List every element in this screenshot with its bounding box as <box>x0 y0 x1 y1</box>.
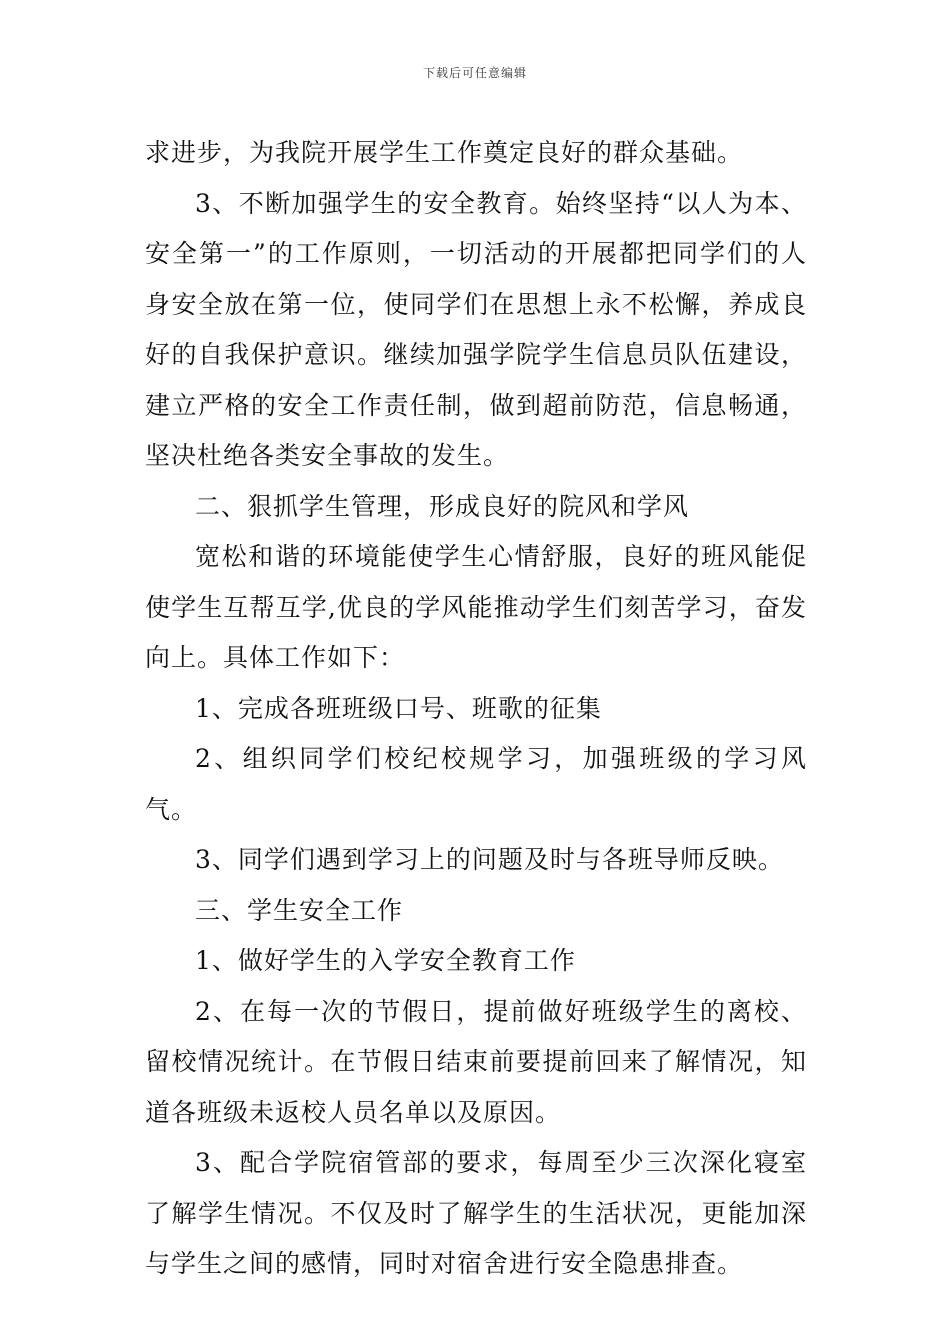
paragraph-safety-education: 3、不断加强学生的安全教育。始终坚持“以人为本、安全第一”的工作原则，一切活动的开展都把同学们的人身安全放在第一位，使同学们在思想上永不松懈，养成良好的自我保护意识。继续加强学院学生信息员队伍建设，建立严格的安全工作责任制，做到超前防范，信息畅通，坚决杜绝各类安全事故的发生。 <box>145 188 807 470</box>
section-heading-student-management: 二、狠抓学生管理，形成良好的院风和学风 <box>195 491 690 521</box>
page-header-note: 下载后可任意编辑 <box>422 66 527 80</box>
list-item-report-problems: 3、同学们遇到学习上的问题及时与各班导师反映。 <box>195 845 784 874</box>
list-item-dormitory-check: 3、配合学院宿管部的要求，每周至少三次深化寝室了解学生情况。不仅及时了解学生的生活状况，更能加深与学生之间的感情，同时对宿舍进行安全隐患排查。 <box>145 1148 807 1278</box>
section-heading-student-safety: 三、学生安全工作 <box>195 895 404 925</box>
list-item-holiday-statistics: 2、在每一次的节假日，提前做好班级学生的离校、留校情况统计。在节假日结束前要提前回来了解情况，知道各班级未返校人员名单以及原因。 <box>145 996 807 1127</box>
list-item-enrollment-safety: 1、做好学生的入学安全教育工作 <box>195 946 576 975</box>
paragraph-continuation: 求进步，为我院开展学生工作奠定良好的群众基础。 <box>145 138 744 167</box>
document-body <box>145 128 807 1290</box>
paragraph-environment: 宽松和谐的环境能使学生心情舒服，良好的班风能促使学生互帮互学,优良的学风能推动学生们刻苦学习，奋发向上。具体工作如下： <box>145 542 807 672</box>
list-item-class-slogan: 1、完成各班班级口号、班歌的征集 <box>195 693 602 723</box>
list-item-rules-study: 2、组织同学们校纪校规学习，加强班级的学习风气。 <box>145 744 807 824</box>
